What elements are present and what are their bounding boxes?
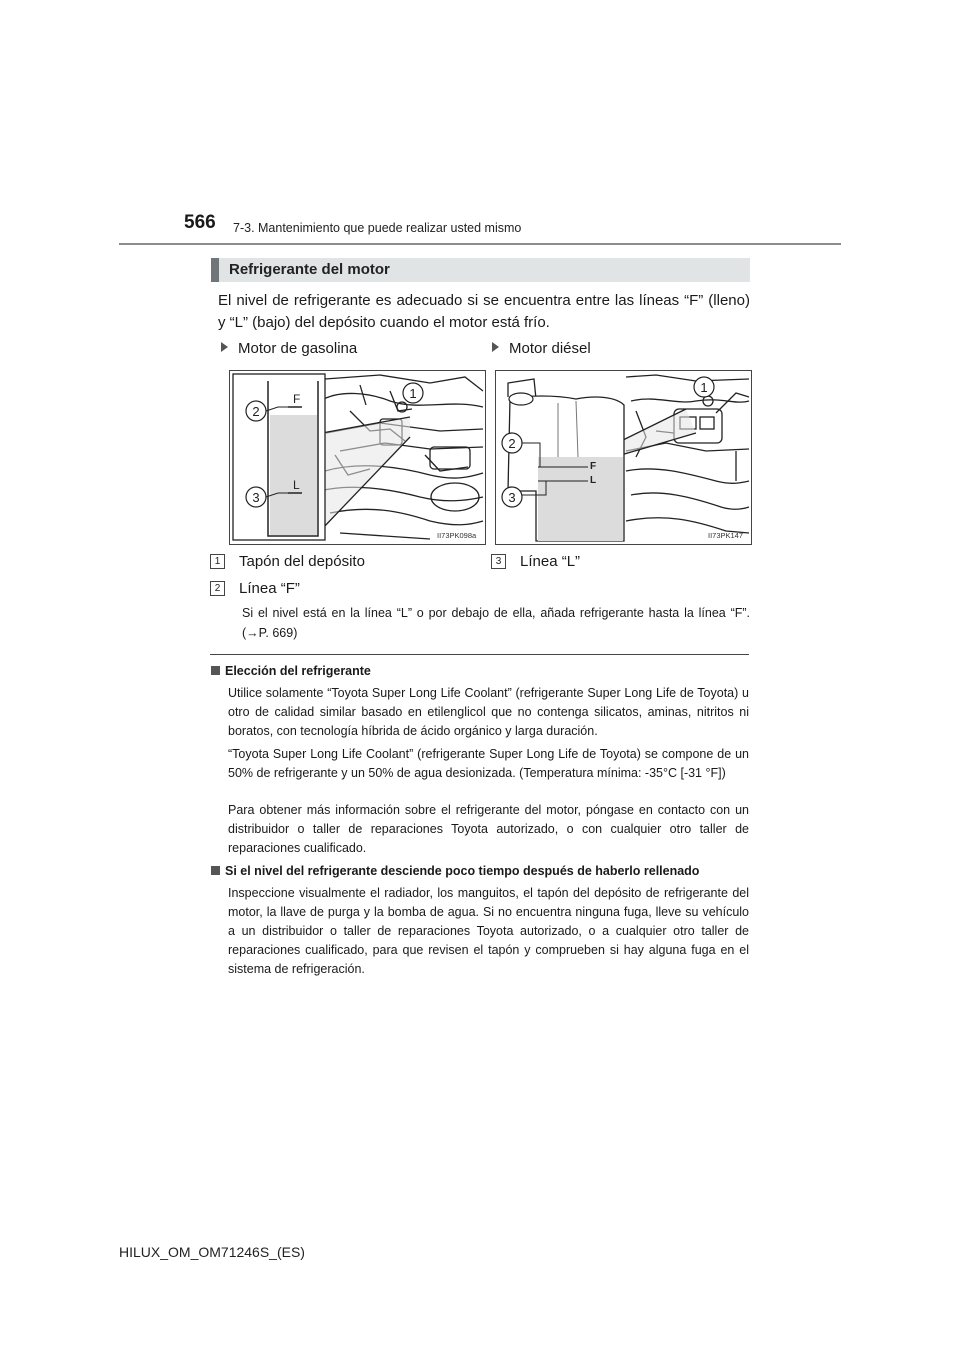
diesel-callout-2: 2 [508, 436, 516, 451]
gasoline-low-mark: L [293, 478, 300, 492]
diesel-engine-figure [495, 370, 752, 545]
legend-item-l-line [491, 553, 580, 570]
paragraph: Para obtener más información sobre el refrigerante del motor, póngase en contacto con un distribuidor o taller de reparaciones Toyota autorizado, o con cualquier otro taller de reparaciones cualificado. [228, 803, 749, 855]
variant-gasoline-label: Motor de gasolina [238, 340, 358, 357]
legend-number-badge: 2 [210, 581, 225, 596]
section-title-bar [211, 258, 219, 282]
gasoline-engine-illustration [230, 371, 485, 544]
diesel-engine-illustration [496, 371, 751, 544]
gasoline-callout-2: 2 [252, 404, 260, 419]
diesel-low-mark: L [590, 475, 597, 486]
footer-code: HILUX_OM_OM71246S_(ES) [119, 1244, 305, 1260]
heading-text: Elección del refrigerante [225, 664, 371, 678]
diesel-figure-code: II73PK147 [708, 531, 744, 540]
heading-text: Si el nivel del refrigerante desciende poco tiempo después de haberlo rellenado [225, 864, 700, 878]
section-title: Refrigerante del motor [229, 261, 390, 278]
legend-item-f-line [210, 580, 300, 597]
legend-item-reservoir-cap [210, 553, 365, 570]
legend-text: Tapón del depósito [239, 553, 365, 570]
paragraph: “Toyota Super Long Life Coolant” (refrigerante Super Long Life de Toyota) se compone de un 50% de refrigerante y un 50% de agua desionizada. (Temperatura mínima: -35°C [-31 °F]) [228, 747, 749, 780]
gasoline-full-mark: F [293, 392, 301, 406]
legend-text: Línea “F” [239, 580, 300, 597]
refill-note: Si el nivel está en la línea “L” o por debajo de ella, añada refrigerante hasta la línea “F”. (→P. 669) [242, 606, 750, 640]
running-head: 7-3. Mantenimiento que puede realizar usted mismo [233, 221, 522, 235]
variant-gasoline [221, 340, 357, 357]
legend-number-badge: 1 [210, 554, 225, 569]
diesel-callout-1: 1 [700, 380, 708, 395]
variant-diesel-label: Motor diésel [509, 340, 591, 357]
triangle-bullet-icon [221, 342, 228, 352]
legend-text: Línea “L” [520, 553, 581, 570]
gasoline-engine-figure [229, 370, 486, 545]
heading-coolant-choice [211, 664, 371, 678]
square-bullet-icon [211, 866, 220, 875]
paragraph: Inspeccione visualmente el radiador, los manguitos, el tapón del depósito de refrigerante del motor, la llave de purga y la bomba de agua. Si no encuentra ninguna fuga, lleve su vehículo a un distribuidor o taller de reparaciones Toyota autorizado, o a cualquier otro taller de reparaciones cualificado, para que revisen el tapón y comprueben si hay alguna fuga en el sistema de refrigeración. [228, 886, 749, 976]
legend-number-badge: 3 [491, 554, 506, 569]
paragraph: Utilice solamente “Toyota Super Long Life Coolant” (refrigerante Super Long Life de Toyota) u otro de calidad similar basado en etilenglicol que no contenga silicatos, aminas, nitritos ni boratos, con tecnología híbrida de ácido orgánico y larga duración. [228, 686, 749, 738]
gasoline-callout-3: 3 [252, 490, 260, 505]
intro-paragraph: El nivel de refrigerante es adecuado si se encuentra entre las líneas “F” (lleno) y “L” (bajo) del depósito cuando el motor está frío. [218, 292, 750, 331]
triangle-bullet-icon [492, 342, 499, 352]
heading-level-drop [211, 864, 699, 878]
section-divider [210, 654, 749, 655]
diesel-full-mark: F [590, 461, 597, 472]
diesel-callout-3: 3 [508, 490, 516, 505]
page-number: 566 [184, 212, 216, 233]
square-bullet-icon [211, 666, 220, 675]
gasoline-figure-code: II73PK098a [437, 531, 477, 540]
header-rule [119, 243, 841, 245]
section-title-band [211, 258, 750, 282]
variant-diesel [492, 340, 591, 357]
gasoline-callout-1: 1 [409, 386, 417, 401]
